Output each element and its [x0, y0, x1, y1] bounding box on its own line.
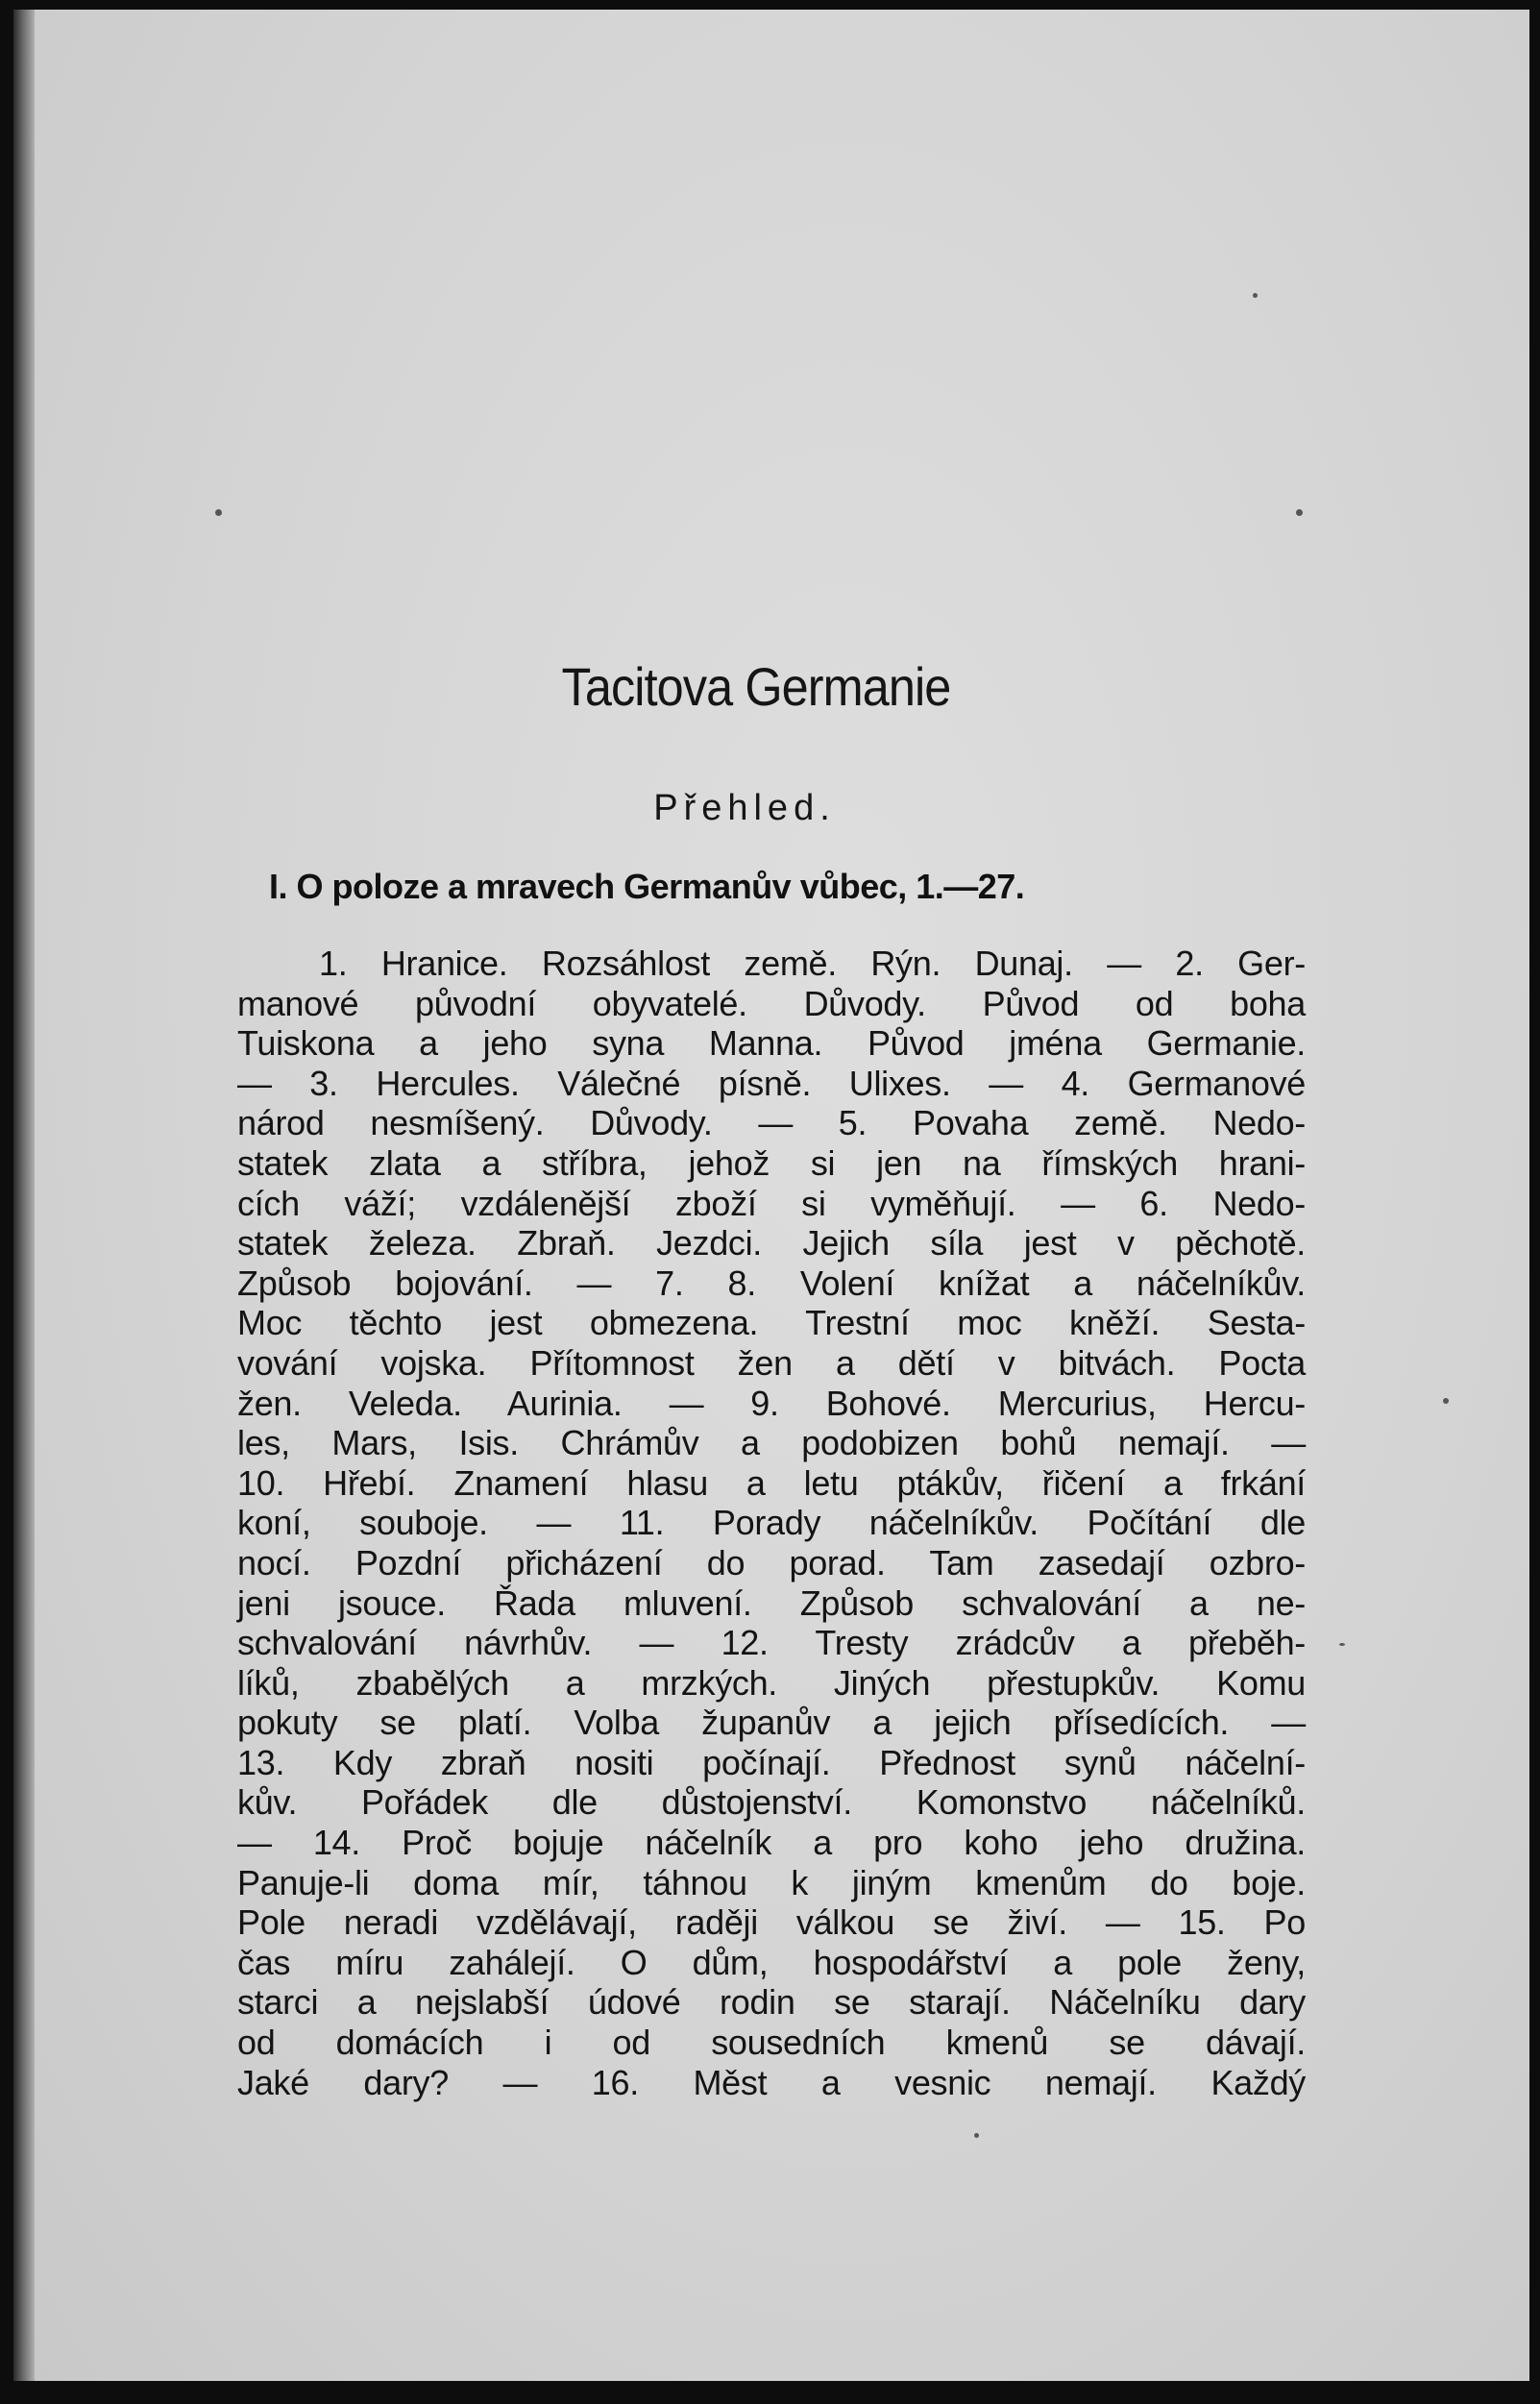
- paper-speck: [1443, 1398, 1449, 1404]
- text-line: statek zlata a stříbra, jehož si jen na římských hrani-: [237, 1142, 1306, 1183]
- text-line: manové původní obyvatelé. Důvody. Původ od boha: [237, 983, 1306, 1023]
- text-line: 1. Hranice. Rozsáhlost země. Rýn. Dunaj. — 2. Ger-: [319, 944, 1306, 983]
- text-line: jeni jsouce. Řada mluvení. Způsob schvalování a ne-: [237, 1582, 1306, 1623]
- text-line: Pole neradi vzdělávají, raději válkou se živí. — 15. Po: [237, 1902, 1306, 1943]
- paper-speck: [1253, 293, 1258, 298]
- text-line: pokuty se platí. Volba županův a jejich přísedících. —: [237, 1703, 1306, 1743]
- text-line: kův. Pořádek dle důstojenství. Komonstvo náčelníků.: [237, 1782, 1306, 1823]
- text-line: les, Mars, Isis. Chrámův a podobizen bohů nemají. —: [237, 1423, 1306, 1463]
- paper-speck: [974, 2133, 979, 2138]
- paper-speck: [1296, 509, 1303, 516]
- text-line: — 3. Hercules. Válečné písně. Ulixes. — 4. Germanové: [237, 1063, 1306, 1103]
- text-line: národ nesmíšený. Důvody. — 5. Povaha země. Nedo-: [237, 1103, 1306, 1143]
- text-line: 10. Hřebí. Znamení hlasu a letu ptákův, řičení a frkání: [237, 1462, 1306, 1503]
- book-spine-edge: [13, 10, 35, 2381]
- page-title: Tacitova Germanie: [561, 656, 951, 717]
- text-line: starci a nejslabší údové rodin se starají. Náčelníku dary: [237, 1982, 1306, 2023]
- text-line: Způsob bojování. — 7. 8. Volení knížat a náčelníkův.: [237, 1263, 1306, 1303]
- text-line: Tuiskona a jeho syna Manna. Původ jména Germanie.: [237, 1023, 1306, 1064]
- text-line: od domácích i od sousedních kmenů se dávají.: [237, 2023, 1306, 2063]
- text-line: Moc těchto jest obmezena. Trestní moc kněží. Sesta-: [237, 1303, 1306, 1343]
- text-line: líků, zbabělých a mrzkých. Jiných přestupkův. Komu: [237, 1662, 1306, 1703]
- text-line: statek železa. Zbraň. Jezdci. Jejich síla jest v pěchotě.: [237, 1223, 1306, 1263]
- text-line: — 14. Proč bojuje náčelník a pro koho jeho družina.: [237, 1823, 1306, 1863]
- text-line: čas míru zahálejí. O dům, hospodářství a pole ženy,: [237, 1942, 1306, 1982]
- text-line: cích váží; vzdálenější zboží si vyměňují. — 6. Nedo-: [237, 1183, 1306, 1223]
- paper-speck: [215, 509, 222, 516]
- text-line: žen. Veleda. Aurinia. — 9. Bohové. Mercurius, Hercu-: [237, 1383, 1306, 1423]
- text-line: nocí. Pozdní přicházení do porad. Tam zasedají ozbro-: [237, 1542, 1306, 1582]
- text-line: vování vojska. Přítomnost žen a dětí v bitvách. Pocta: [237, 1342, 1306, 1383]
- text-line: Jaké dary? — 16. Měst a vesnic nemají. Každý: [237, 2062, 1306, 2102]
- body-text: [237, 944, 1306, 2102]
- page-subtitle: Přehled.: [653, 788, 836, 828]
- paper-speck: [1339, 1643, 1345, 1646]
- text-line: schvalování návrhův. — 12. Tresty zrádcův a přeběh-: [237, 1623, 1306, 1663]
- text-line: Panuje-li doma mír, táhnou k jiným kmenům do boje.: [237, 1862, 1306, 1902]
- text-line: koní, souboje. — 11. Porady náčelníkův. Počítání dle: [237, 1503, 1306, 1543]
- text-line: 13. Kdy zbraň nositi počínají. Přednost synů náčelní-: [237, 1742, 1306, 1782]
- section-heading: I. O poloze a mravech Germanův vůbec, 1.—27.: [269, 867, 1025, 906]
- document-page: [13, 10, 1529, 2381]
